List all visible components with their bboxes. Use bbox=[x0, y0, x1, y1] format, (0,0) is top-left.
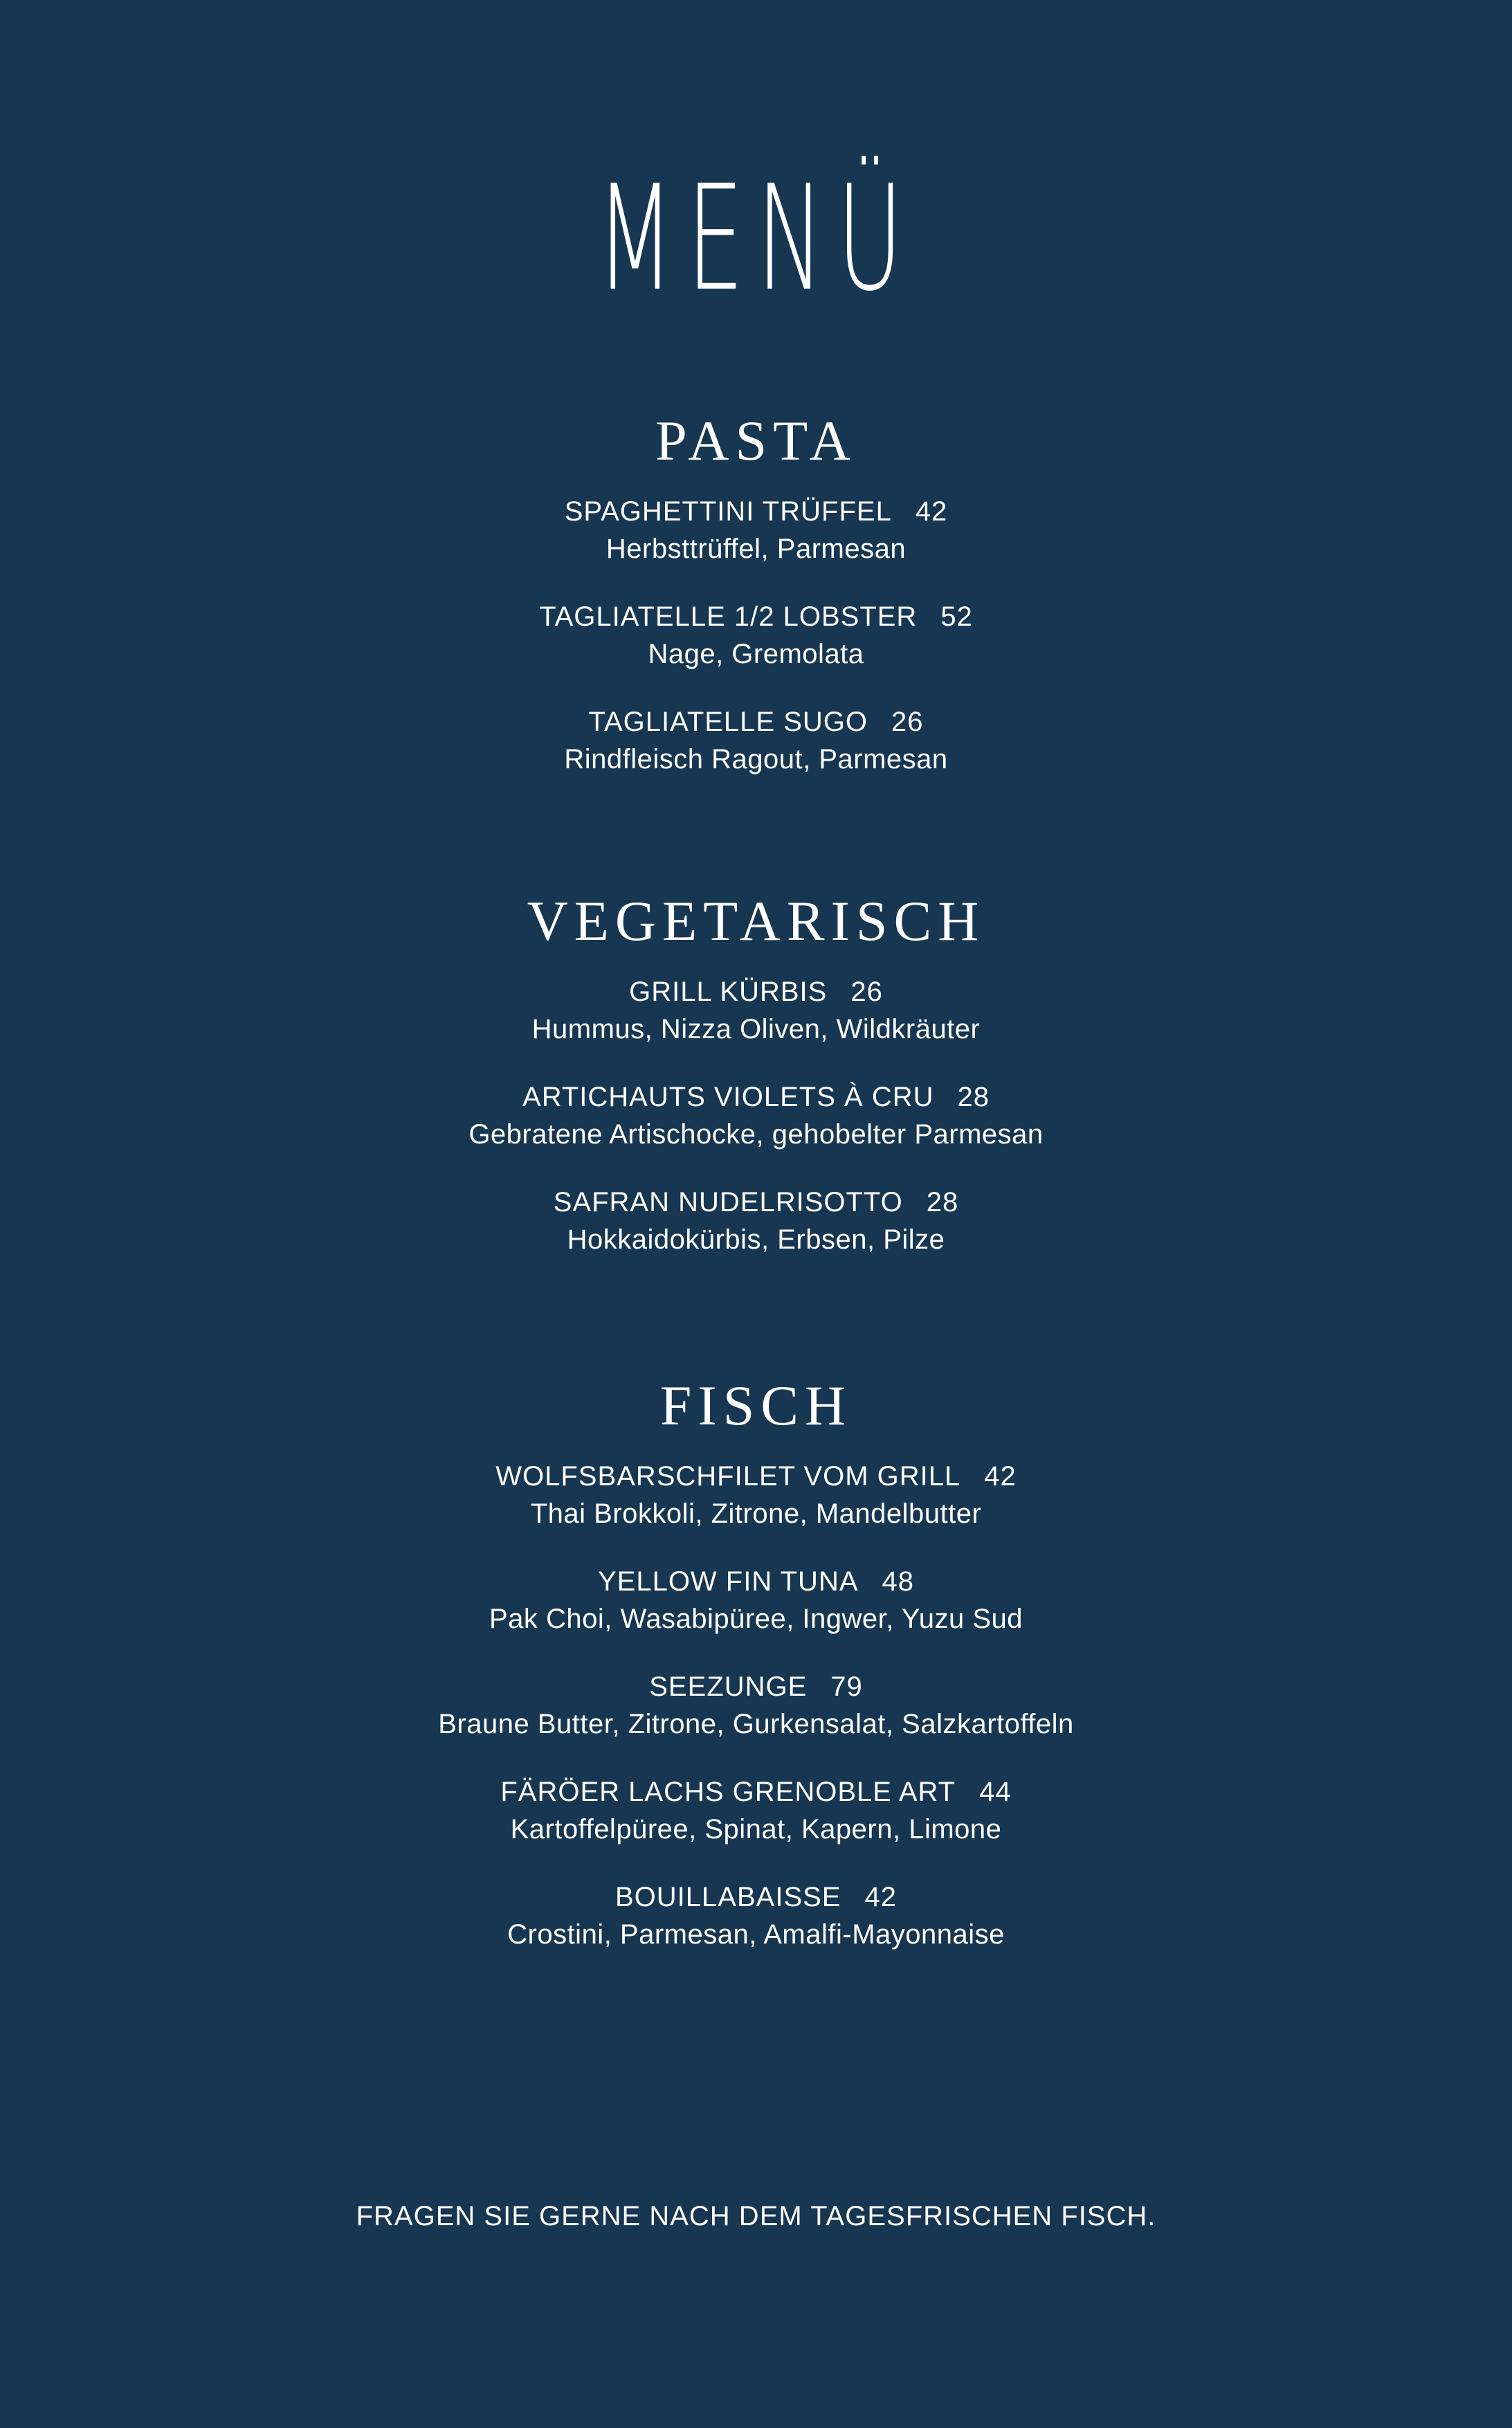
menu-item bbox=[0, 493, 1512, 568]
item-name: YELLOW FIN TUNA bbox=[597, 1566, 859, 1597]
item-price: 48 bbox=[882, 1566, 915, 1597]
item-name: FÄRÖER LACHS GRENOBLE ART bbox=[500, 1777, 956, 1807]
menu-item bbox=[0, 1878, 1512, 1953]
item-name: ARTICHAUTS VIOLETS À CRU bbox=[522, 1082, 934, 1112]
item-price: 44 bbox=[979, 1777, 1012, 1807]
footer-note: FRAGEN SIE GERNE NACH DEM TAGESFRISCHEN FISCH. bbox=[356, 2201, 1156, 2231]
item-name: BOUILLABAISSE bbox=[615, 1882, 841, 1912]
item-name: GRILL KÜRBIS bbox=[629, 977, 828, 1007]
section-title: VEGETARISCH bbox=[527, 889, 985, 952]
item-description: Herbsttrüffel, Parmesan bbox=[605, 534, 907, 564]
item-description: Rindfleisch Ragout, Parmesan bbox=[564, 744, 948, 774]
item-price: 42 bbox=[984, 1461, 1017, 1492]
menu-item bbox=[0, 1773, 1512, 1848]
item-description: Pak Choi, Wasabipüree, Ingwer, Yuzu Sud bbox=[489, 1604, 1023, 1634]
item-description: Gebratene Artischocke, gehobelter Parmesan bbox=[468, 1119, 1044, 1150]
item-description: Braune Butter, Zitrone, Gurkensalat, Salzkartoffeln bbox=[438, 1709, 1074, 1739]
item-description: Kartoffelpüree, Spinat, Kapern, Limone bbox=[510, 1814, 1002, 1845]
item-name: TAGLIATELLE 1/2 LOBSTER bbox=[539, 601, 918, 632]
menu-item bbox=[0, 1668, 1512, 1743]
item-price: 42 bbox=[864, 1882, 897, 1912]
item-name: TAGLIATELLE SUGO bbox=[588, 707, 868, 737]
item-name: SPAGHETTINI TRÜFFEL bbox=[564, 496, 892, 527]
item-price: 26 bbox=[891, 707, 924, 737]
item-price: 52 bbox=[940, 601, 973, 632]
section-title: FISCH bbox=[659, 1374, 853, 1437]
section-pasta bbox=[0, 409, 1512, 808]
item-description: Nage, Gremolata bbox=[648, 639, 864, 669]
section-title: PASTA bbox=[655, 409, 857, 472]
menu-title: MENÜ bbox=[596, 154, 916, 323]
item-description: Hokkaidokürbis, Erbsen, Pilze bbox=[567, 1224, 945, 1255]
item-description: Crostini, Parmesan, Amalfi-Mayonnaise bbox=[507, 1919, 1005, 1950]
section-vegetarisch bbox=[0, 889, 1512, 1289]
item-name: SEEZUNGE bbox=[649, 1671, 808, 1702]
item-name: WOLFSBARSCHFILET VOM GRILL bbox=[495, 1461, 961, 1492]
item-price: 28 bbox=[957, 1082, 990, 1112]
item-price: 26 bbox=[850, 977, 883, 1007]
section-fisch bbox=[0, 1374, 1512, 1984]
item-description: Thai Brokkoli, Zitrone, Mandelbutter bbox=[530, 1498, 982, 1529]
menu-item bbox=[0, 1458, 1512, 1532]
menu-item bbox=[0, 1184, 1512, 1258]
item-price: 79 bbox=[830, 1671, 863, 1702]
menu-item bbox=[0, 1563, 1512, 1638]
menu-item bbox=[0, 598, 1512, 673]
item-price: 42 bbox=[915, 496, 948, 527]
item-description: Hummus, Nizza Oliven, Wildkräuter bbox=[531, 1014, 981, 1044]
item-price: 28 bbox=[926, 1187, 959, 1217]
item-name: SAFRAN NUDELRISOTTO bbox=[553, 1187, 903, 1217]
menu-item bbox=[0, 973, 1512, 1048]
menu-item bbox=[0, 703, 1512, 778]
menu-item bbox=[0, 1078, 1512, 1153]
